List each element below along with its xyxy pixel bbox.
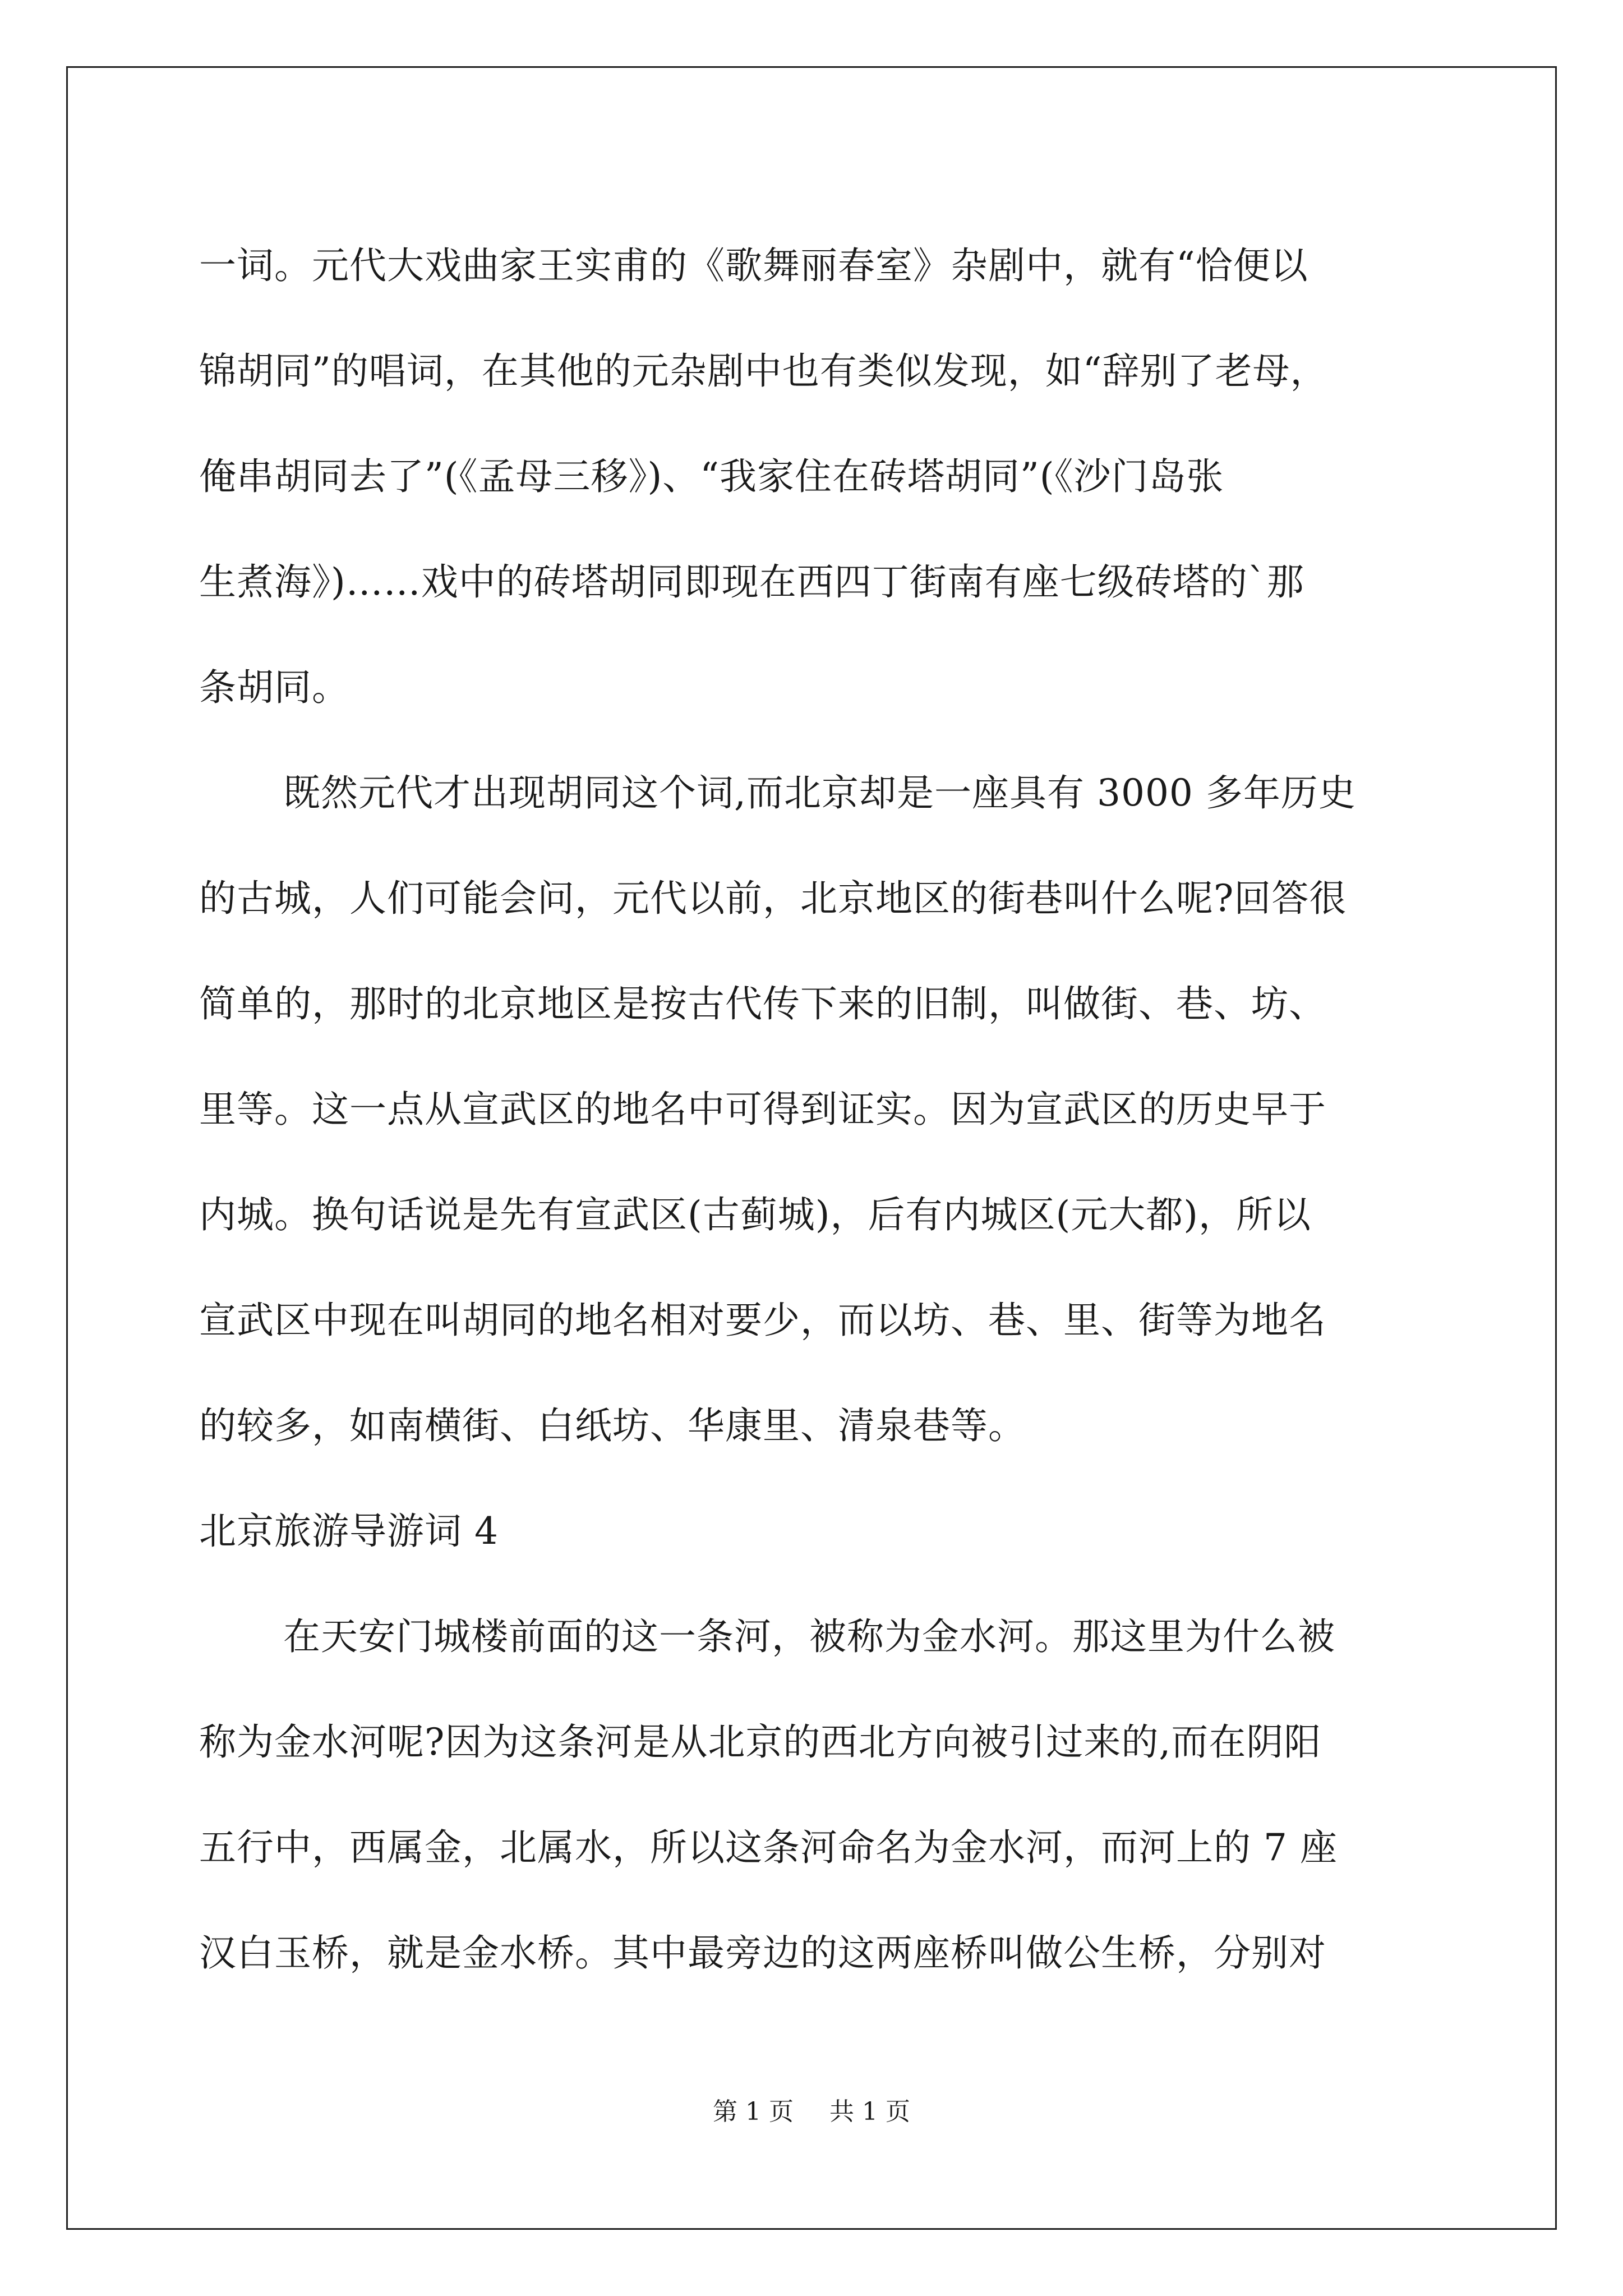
text-line: 锦胡同”的唱词，在其他的元杂剧中也有类似发现，如“辞别了老母，: [199, 349, 1328, 393]
text-line: 五行中，西属金，北属水，所以这条河命名为金水河，而河上的 7 座: [199, 1826, 1338, 1869]
text-line: 在天安门城楼前面的这一条河，被称为金水河。那这里为什么被: [283, 1615, 1335, 1658]
document-body: [199, 213, 1433, 2006]
text-line: 既然元代才出现胡同这个词,而北京却是一座具有 3000 多年历史: [283, 771, 1356, 815]
text-line: 内城。换句话说是先有宣武区(古蓟城)，后有内城区(元大都)，所以: [199, 1193, 1311, 1236]
page-footer: [0, 2095, 1623, 2129]
section-heading: 北京旅游导游词 4: [199, 1510, 499, 1553]
page-number: 第 1 页: [713, 2097, 794, 2126]
page-total: 共 1 页: [829, 2097, 910, 2126]
text-line: 称为金水河呢?因为这条河是从北京的西北方向被引过来的,而在阴阳: [199, 1720, 1322, 1764]
text-line: 宣武区中现在叫胡同的地名相对要少，而以坊、巷、里、街等为地名: [199, 1299, 1326, 1342]
text-line: 汉白玉桥，就是金水桥。其中最旁边的这两座桥叫做公生桥，分别对: [199, 1931, 1326, 1975]
text-line: 的古城，人们可能会问，元代以前，北京地区的街巷叫什么呢?回答很: [199, 877, 1347, 920]
text-line: 简单的，那时的北京地区是按古代传下来的旧制，叫做街、巷、坊、: [199, 982, 1326, 1025]
text-line: 的较多，如南横街、白纸坊、华康里、清泉巷等。: [199, 1404, 1026, 1447]
text-line: 里等。这一点从宣武区的地名中可得到证实。因为宣武区的历史早于: [199, 1088, 1326, 1131]
text-line: 一词。元代大戏曲家王实甫的《歌舞丽春室》杂剧中，就有“恰便以: [199, 244, 1308, 287]
text-line: 条胡同。: [199, 666, 349, 709]
text-line: 生煮海》)……戏中的砖塔胡同即现在西四丁街南有座七级砖塔的`那: [199, 560, 1304, 604]
text-line: 俺串胡同去了”(《孟母三移》)、“我家住在砖塔胡同”(《沙门岛张: [199, 455, 1224, 498]
